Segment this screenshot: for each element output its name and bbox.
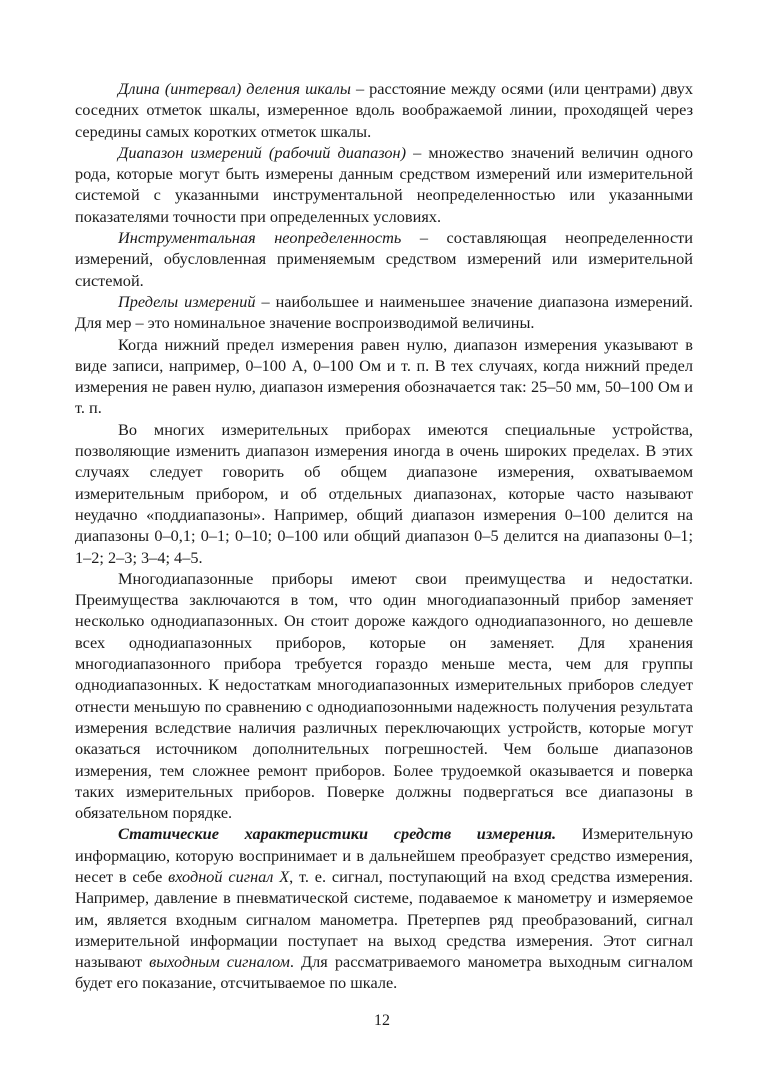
paragraph-text: – расстояние между осями (или центрами) двух соседних отметок шкалы, измеренное вдоль воображаемой линии, проходящей через середины самых коротких отметок шкалы.	[75, 79, 693, 141]
term: Длина (интервал) деления шкалы	[118, 79, 351, 98]
paragraph-text: – множество значений величин одного рода, которые могут быть измерены данным средством измерений или измерительной системой с указанными инструментальной неопределенностью или указанными показателями точности при определенных условиях.	[75, 142, 693, 226]
paragraph-range-notation: Когда нижний предел измерения равен нулю, диапазон измерения указывают в виде записи, например, 0–100 А, 0–100 Ом и т. п. В тех случаях, когда нижний предел измерения не равен нулю, диапазон измерения обозначается так: 25–50 мм, 50–100 Ом и т. п.	[75, 334, 693, 418]
paragraph-text: Измерительную информацию, которую воспринимает и в дальнейшем преобразует средство измерения, несет в себе	[75, 824, 693, 886]
term: Пределы измерений	[118, 291, 256, 311]
paragraph-subranges: Во многих измерительных приборах имеются специальные устройства, позволяющие изменить диапазон измерения иногда в очень широких пределах. В этих случаях следует говорить об общем диапазоне измерения, охватываемом измерительным прибором, и об отдельных диапазонах, которые часто называют неудачно «поддиапазоны». Например, общий диапазон измерения 0–100 делится на диапазоны 0–0,1; 0–1; 0–10; 0–100 или общий диапазон 0–5 делится на диапазоны 0–1; 1–2; 2–3; 3–4; 4–5.	[75, 419, 693, 567]
paragraph-text: , т. е. сигнал, поступающий на вход средства измерения. Например, давление в пневматической системе, подаваемое к манометру и измеряемое им, является входным сигналом манометра. Претерпев ряд преобразований, сигнал измерительной информации поступает на выход средства измерения. Этот сигнал называют	[75, 866, 693, 972]
term: Диапазон измерений (рабочий диапазон)	[118, 142, 407, 162]
paragraph-scale-division	[75, 78, 693, 142]
paragraph-text: . Для рассматриваемого манометра выходным сигналом будет его показание, отсчитываемое по шкале.	[75, 952, 693, 993]
paragraph-measurement-limits	[75, 291, 693, 334]
term-output-signal: выходным сигналом	[149, 952, 290, 972]
term-input-signal: входной сигнал X	[168, 866, 290, 886]
paragraph-multirange-devices: Многодиапазонные приборы имеют свои преимущества и недостатки. Преимущества заключаются в том, что один многодиапазонный прибор заменяет несколько однодиапазонных. Он стоит дороже каждого однодиапазонного, но дешевле всех однодиапазонных приборов, которые он заменяет. Для хранения многодиапазонного прибора требуется гораздо меньше места, чем для группы однодиапазонных. К недостаткам многодиапазонных измерительных приборов следует отнести меньшую по сравнению с однодиапозонными надежность получения результата измерения вследствие наличия различных переключающих устройств, которые могут оказаться источником дополнительных погрешностей. Чем больше диапазонов измерения, тем сложнее ремонт приборов. Более трудоемкой оказывается и поверка таких измерительных приборов. Поверке должны подвергаться все диапазоны в обязательном порядке.	[75, 568, 693, 823]
paragraph-text: – составляющая неопределенности измерений, обусловленная применяемым средством измерений или измерительной системой.	[75, 228, 693, 290]
page-number: 12	[374, 1012, 390, 1029]
paragraph-instrumental-uncertainty	[75, 227, 693, 291]
paragraph-text: – наибольшее и наименьшее значение диапазона измерений. Для мер – это номинальное значение воспроизводимой величины.	[75, 291, 693, 333]
paragraph-static-characteristics	[75, 823, 693, 993]
paragraph-measurement-range	[75, 142, 693, 227]
term: Инструментальная неопределенность	[118, 228, 402, 248]
page-body	[75, 78, 693, 994]
section-heading: Статические характеристики средств измерения.	[118, 824, 557, 844]
